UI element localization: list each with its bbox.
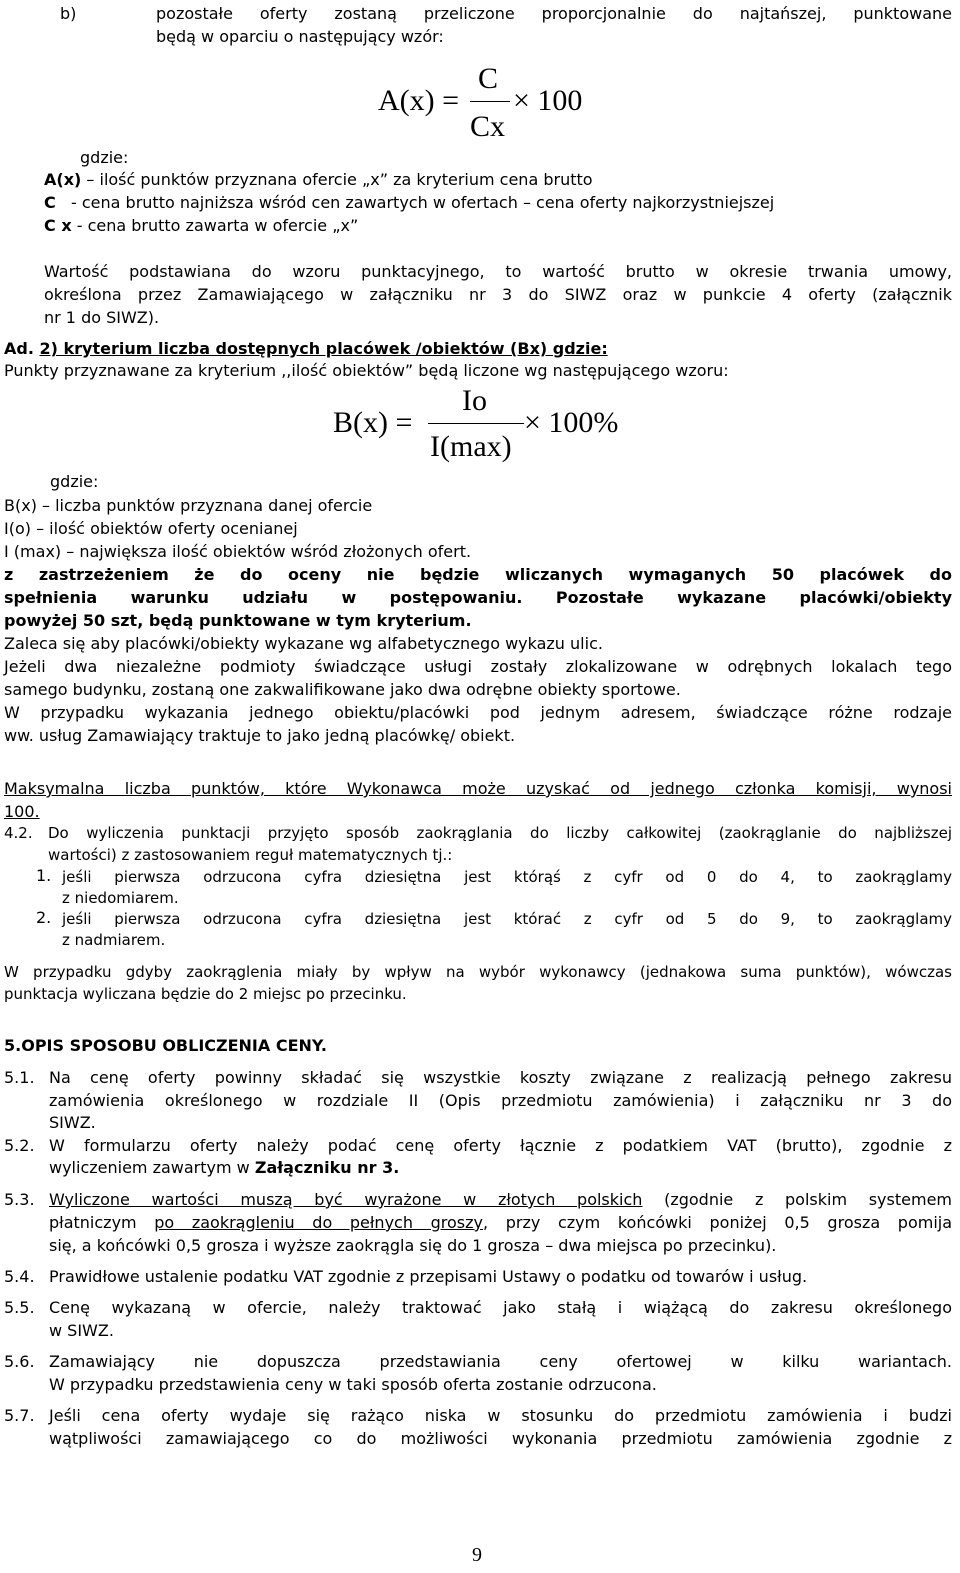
p42-item-1-line-1: jeśli pierwsza odrzucona cyfra dziesiętna jest którąś z cyfr od 0 do 4, to zaokrąglamy: [62, 868, 952, 886]
formula-a-lhs: A(x) =: [378, 84, 460, 117]
s51-number: 5.1.: [4, 1068, 35, 1087]
s57-line-1: Jeśli cena oferty wydaje się rażąco niska w stosunku do przedmiotu zamówienia i budzi: [49, 1406, 952, 1425]
formula-a-numerator: C: [478, 62, 499, 95]
jezeli-line-1: Jeżeli dwa niezależne podmioty świadczące usługi zostały zlokalizowane w odrębnych lokalach tego: [4, 657, 952, 676]
p42-line-2: wartości) z zastosowaniem reguł matematycznych tj.:: [48, 846, 453, 864]
p42-item-2-number: 2.: [36, 908, 52, 927]
zastrzezenie-line-3: powyżej 50 szt, będą punktowane w tym kryterium.: [4, 611, 472, 630]
wprzypadku-line-1: W przypadku wykazania jednego obiektu/placówki pod jednym adresem, świadczące różne rodzaje: [4, 703, 952, 722]
legend-b-gdzie: gdzie:: [50, 472, 99, 491]
wartosc-line-1: Wartość podstawiana do wzoru punktacyjnego, to wartość brutto w okresie trwania umowy,: [44, 262, 952, 281]
s52-line-1: W formularzu oferty należy podać cenę oferty łącznie z podatkiem VAT (brutto), zgodnie z: [49, 1136, 952, 1155]
legend-a-gdzie: gdzie:: [80, 148, 129, 167]
s56-line-1: Zamawiający nie dopuszcza przedstawiania ceny ofertowej w kilku wariantach.: [49, 1352, 952, 1371]
legend-a-ax: A(x) – ilość punktów przyznana ofercie „x” za kryterium cena brutto: [44, 170, 593, 189]
s51-line-3: SIWZ.: [49, 1113, 96, 1132]
formula-b-rhs: × 100%: [524, 406, 619, 439]
s55-number: 5.5.: [4, 1298, 35, 1317]
zaleca-text: Zaleca się aby placówki/obiekty wykazane wg alfabetycznego wykazu ulic.: [4, 634, 603, 653]
section5-heading: 5.OPIS SPOSOBU OBLICZENIA CENY.: [4, 1036, 327, 1055]
s53-number: 5.3.: [4, 1190, 35, 1209]
ad2-intro: Punkty przyznawane za kryterium ,,ilość obiektów” będą liczone wg następującego wzoru:: [4, 361, 729, 380]
jezeli-line-2: samego budynku, zostaną one zakwalifikowane jako dwa odrębne obiekty sportowe.: [4, 680, 681, 699]
s54-number: 5.4.: [4, 1267, 35, 1286]
s56-number: 5.6.: [4, 1352, 35, 1371]
ad2-heading: Ad. 2) kryterium liczba dostępnych placówek /obiektów (Bx) gdzie:: [4, 339, 608, 358]
p42-item-1-line-2: z niedomiarem.: [62, 889, 179, 907]
p42-item-2-line-2: z nadmiarem.: [62, 931, 166, 949]
formula-b-numerator: Io: [462, 384, 487, 417]
p42-note-line-1: W przypadku gdyby zaokrąglenia miały by wpływ na wybór wykonawcy (jednakowa suma punktów), wówczas: [4, 963, 952, 981]
b-item-line-1: pozostałe oferty zostaną przeliczone proporcjonalnie do najtańszej, punktowane: [156, 4, 952, 23]
maks-line-1: Maksymalna liczba punktów, które Wykonawca może uzyskać od jednego członka komisji, wynosi: [4, 779, 952, 798]
s55-line-1: Cenę wykazaną w ofercie, należy traktować jako stałą i wiążącą do zakresu określonego: [49, 1298, 952, 1317]
p42-item-1-number: 1.: [36, 866, 52, 885]
wartosc-line-3: nr 1 do SIWZ).: [44, 308, 160, 327]
zastrzezenie-line-2: spełnienia warunku udziału w postępowaniu. Pozostałe wykazane placówki/obiekty: [4, 588, 952, 607]
legend-b-line-1: B(x) – liczba punktów przyznana danej ofercie: [4, 496, 373, 515]
s57-line-2: wątpliwości zamawiającego co do możliwości wykonania przedmiotu zamówienia zgodnie z: [49, 1429, 952, 1448]
wartosc-line-2: określona przez Zamawiającego w załączniku nr 3 do SIWZ oraz w punkcie 4 oferty (załącznik: [44, 285, 952, 304]
formula-a-rhs: × 100: [513, 84, 583, 117]
s52-number: 5.2.: [4, 1136, 35, 1155]
legend-a-c: C - cena brutto najniższa wśród cen zawartych w ofertach – cena oferty najkorzystniejszej: [44, 193, 775, 212]
s53-line-3: się, a końcówki 0,5 grosza i wyższe zaokrągla się do 1 grosza – dwa miejsca po przecinku).: [49, 1236, 777, 1255]
legend-b-line-3: I (max) – największa ilość obiektów wśród złożonych ofert.: [4, 542, 472, 561]
s57-number: 5.7.: [4, 1406, 35, 1425]
p42-note-line-2: punktacja wyliczana będzie do 2 miejsc po przecinku.: [4, 985, 407, 1003]
item-label-b: b): [60, 4, 77, 23]
s54-line-1: Prawidłowe ustalenie podatku VAT zgodnie z przepisami Ustawy o podatku od towarów i usług.: [49, 1267, 808, 1286]
s53-line-1: Wyliczone wartości muszą być wyrażone w złotych polskich (zgodnie z polskim systemem: [49, 1190, 952, 1209]
legend-b-line-2: I(o) – ilość obiektów oferty ocenianej: [4, 519, 298, 538]
legend-a-cx: C x - cena brutto zawarta w ofercie „x”: [44, 216, 359, 235]
page-number: 9: [472, 1544, 482, 1566]
s51-line-1: Na cenę oferty powinny składać się wszystkie koszty związane z realizacją pełnego zakresu: [49, 1068, 952, 1087]
zastrzezenie-line-1: z zastrzeżeniem że do oceny nie będzie wliczanych wymaganych 50 placówek do: [4, 565, 952, 584]
s51-line-2: zamówienia określonego w rozdziale II (Opis przedmiotu zamówienia) i załączniku nr 3 do: [49, 1091, 952, 1110]
formula-b-lhs: B(x) =: [333, 406, 413, 439]
formula-a-denominator: Cx: [470, 110, 506, 143]
formula-b-fraction-bar: [428, 423, 524, 424]
maks-line-2: 100.: [4, 802, 40, 821]
p42-item-2-line-1: jeśli pierwsza odrzucona cyfra dziesiętna jest którać z cyfr od 5 do 9, to zaokrąglamy: [62, 910, 952, 928]
s52-line-2: wyliczeniem zawartym w Załączniku nr 3.: [49, 1158, 400, 1177]
wprzypadku-line-2: ww. usług Zamawiający traktuje to jako jedną placówkę/ obiekt.: [4, 726, 516, 745]
p42-number: 4.2.: [4, 824, 33, 842]
formula-b-denominator: I(max): [430, 430, 512, 463]
s56-line-2: W przypadku przedstawienia ceny w taki sposób oferta zostanie odrzucona.: [49, 1375, 657, 1394]
s55-line-2: w SIWZ.: [49, 1321, 114, 1340]
b-item-line-2: będą w oparciu o następujący wzór:: [156, 27, 444, 46]
s53-line-2: płatniczym po zaokrągleniu do pełnych groszy, przy czym końcówki poniżej 0,5 grosza pomija: [49, 1213, 953, 1232]
formula-a-fraction-bar: [470, 101, 510, 102]
p42-line-1: Do wyliczenia punktacji przyjęto sposób zaokrąglania do liczby całkowitej (zaokrąglanie do najbliższej: [48, 824, 952, 842]
